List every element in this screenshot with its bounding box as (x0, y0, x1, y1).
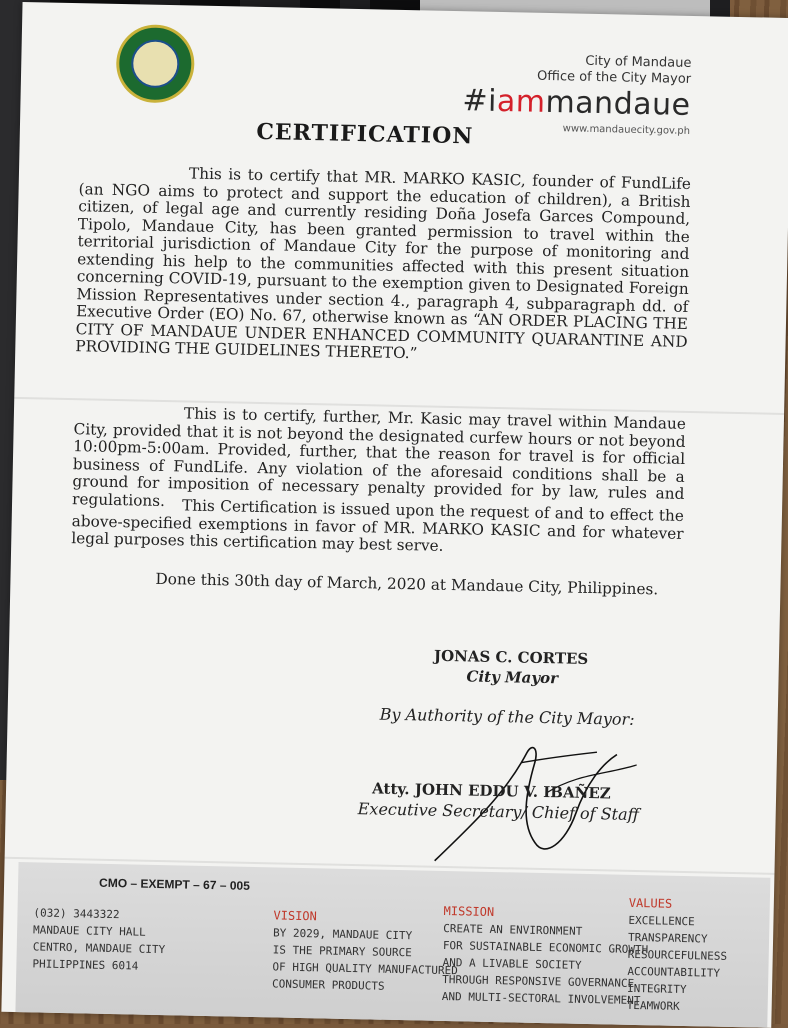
footer-vision: VISION BY 2029, MANDAUE CITY IS THE PRIMARY SOURCE OF HIGH QUALITY MANUFACTURED CONSUMER PRODUCTS (271, 908, 458, 993)
letterhead-city: City of Mandaue (585, 53, 692, 71)
certificate-paper (1, 2, 788, 1028)
city-seal-icon (115, 24, 195, 104)
paragraph-3: This Certification is issued upon the request of and to effect the above-specified exemptions in favor of MR. MARKO KASIC and for whatever legal purposes this certification may best serve. (71, 496, 685, 555)
brand-hashtag: #iammandaue (462, 83, 691, 123)
document-code: CMO – EXEMPT – 67 – 005 (98, 875, 250, 893)
footer-mission: MISSION CREATE AN ENVIRONMENT FOR SUSTAINABLE ECONOMIC GROWTH AND A LIVABLE SOCIETY THROUGH RESPONSIVE GOVERNANCE AND MULTI-SECTORAL INVOLVEMENT (441, 903, 649, 1008)
paragraph-2: This is to certify, further, Mr. Kasic may travel within Mandaue City, provided that it is not beyond the designated curfew hours or not beyond 10:00pm-5:00am. Provided, further, that the reason for travel is for official business of FundLife. Any violation of the aforesaid conditions shall be a ground for imposition of necessary penalty provided for by law, rules and regulations. (71, 404, 687, 510)
paragraph-1: This is to certify that MR. MARKO KASIC, founder of FundLife (an NGO aims to protect and support the education of children), a British citizen, of legal age and currently residing Doña Josefa Garces Compound, Tipolo, Mandaue City, has been granted permission to travel within the territorial jurisdiction of Mandaue City for the purpose of monitoring and extending his help to the communities affected with this present situation concerning COVID-19, pursuant to the exemption given to Designated Foreign Mission Representatives under section 4., paragraph 4, subparagraph dd. of Executive Order (EO) No. 67, otherwise known as “AN ORDER PLACING THE CITY OF MANDAUE UNDER ENHANCED COMMUNITY QUARANTINE AND PROVIDING THE GUIDELINES THERETO.” (75, 164, 692, 363)
letterhead-office: Office of the City Mayor (536, 68, 692, 87)
secretary-title: Executive Secretary/ Chief of Staff (357, 799, 640, 825)
mayor-title: City Mayor (466, 667, 559, 688)
secretary-name: Atty. JOHN EDDU V. IBAÑEZ (371, 779, 611, 803)
by-authority: By Authority of the City Mayor: (379, 704, 635, 729)
mayor-name: JONAS C. CORTES (433, 646, 589, 668)
document-title: CERTIFICATION (256, 118, 474, 150)
footer-contact: (032) 3443322 MANDAUE CITY HALL CENTRO, MANDAUE CITY PHILIPPINES 6014 (32, 906, 166, 973)
paragraph-4: Done this 30th day of March, 2020 at Mandaue City, Philippines. (155, 569, 659, 599)
letterhead-url: www.mandauecity.gov.ph (562, 123, 691, 137)
footer-values: VALUES EXCELLENCE TRANSPARENCY RESOURCEFULNESS ACCOUNTABILITY INTEGRITY TEAMWORK (626, 895, 728, 1013)
